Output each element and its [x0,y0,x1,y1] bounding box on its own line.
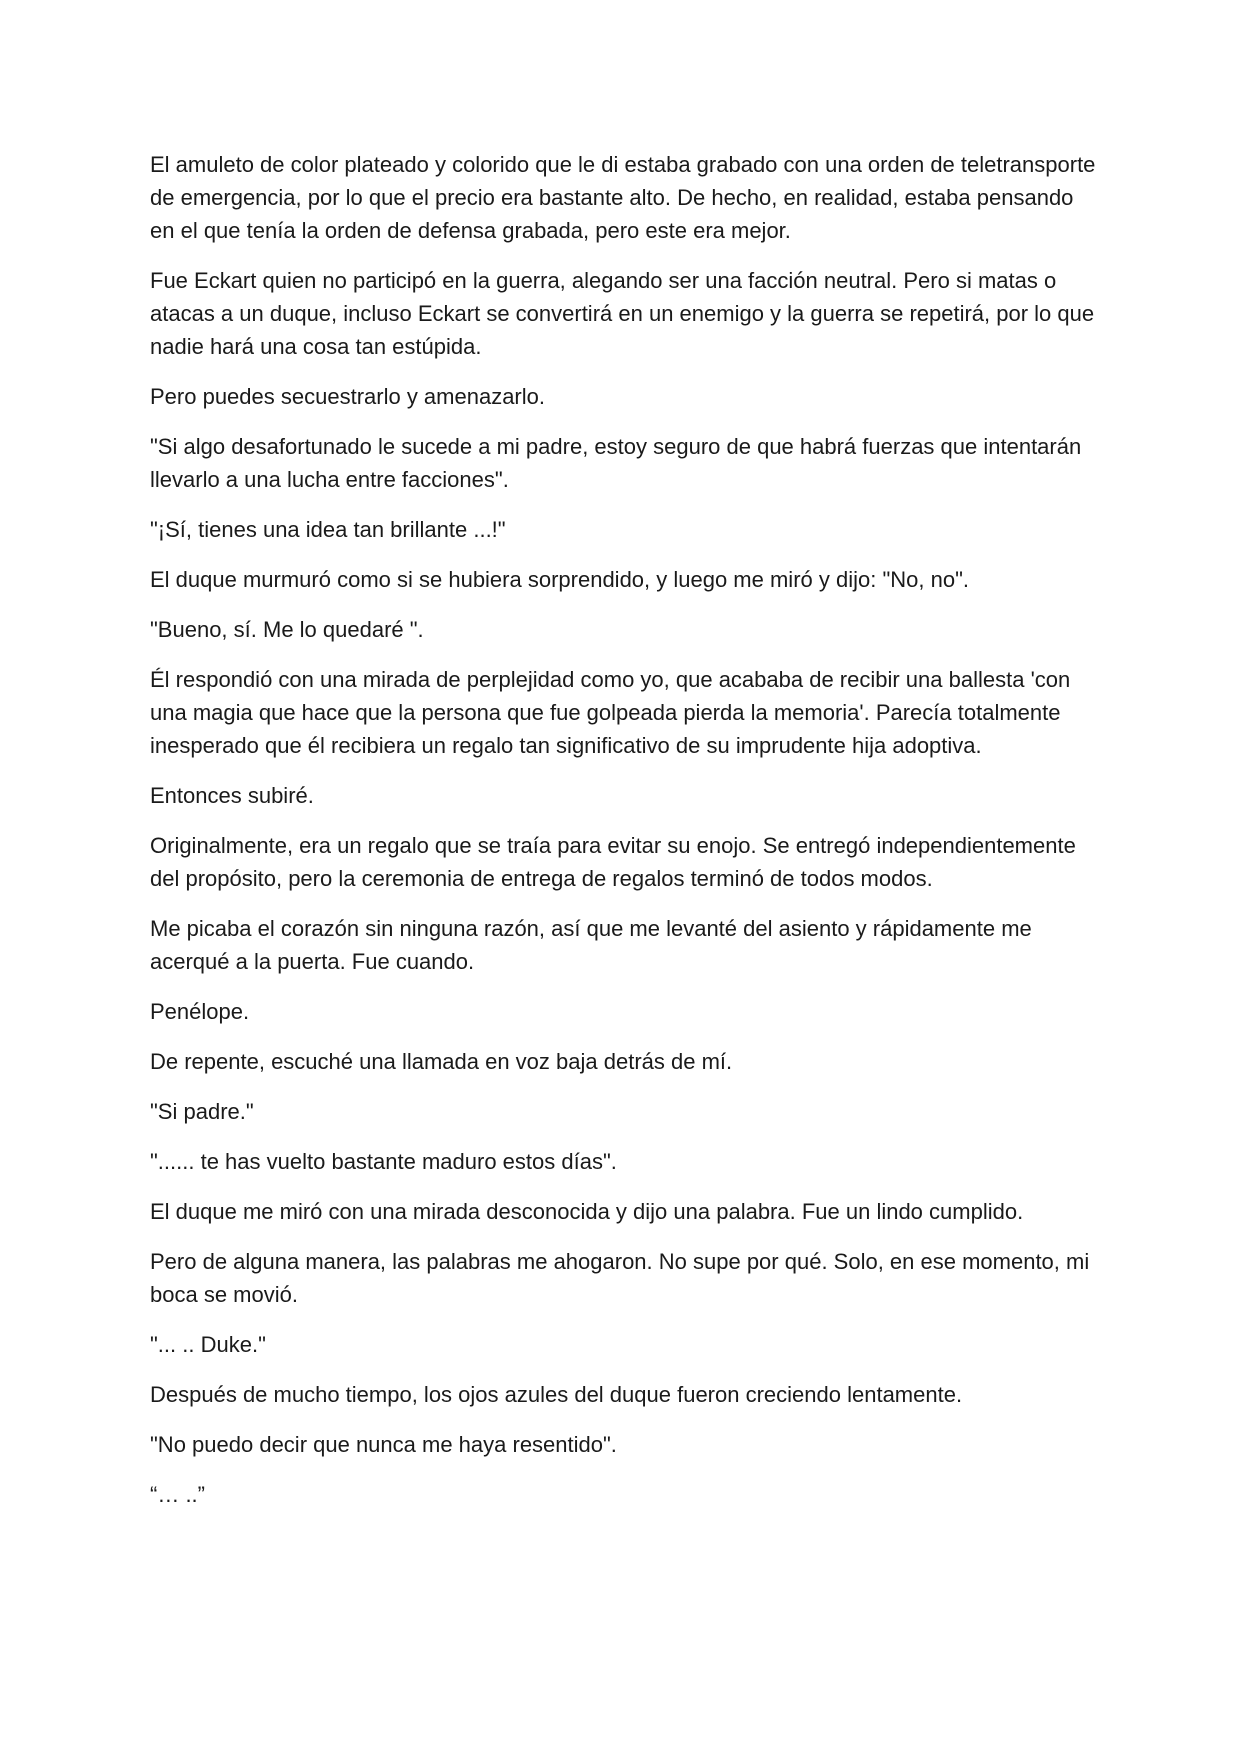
paragraph: Pero puedes secuestrarlo y amenazarlo. [150,384,545,409]
paragraph: "Bueno, sí. Me lo quedaré ". [150,617,424,642]
paragraph: “… ..” [150,1482,205,1507]
paragraph: Él respondió con una mirada de perplejidad como yo, que acababa de recibir una ballesta 'con una magia que hace que la persona que fue golpeada pierda la memoria'. Parecía totalmente inesperado que él recibiera un regalo tan significativo de su imprudente hija adoptiva. [150,667,1071,758]
paragraph: "¡Sí, tienes una idea tan brillante ...!" [150,517,506,542]
paragraph: "... .. Duke." [150,1332,266,1357]
paragraph: Fue Eckart quien no participó en la guerra, alegando ser una facción neutral. Pero si matas o atacas a un duque, incluso Eckart se convertirá en un enemigo y la guerra se repetirá, por lo que nadie hará una cosa tan estúpida. [150,268,1095,359]
paragraph: Después de mucho tiempo, los ojos azules del duque fueron creciendo lentamente. [150,1382,963,1407]
paragraph: Penélope. [150,999,250,1024]
paragraph: El duque me miró con una mirada desconocida y dijo una palabra. Fue un lindo cumplido. [150,1199,1024,1224]
paragraph: "Si algo desafortunado le sucede a mi padre, estoy seguro de que habrá fuerzas que intentarán llevarlo a una lucha entre facciones". [150,434,1082,492]
paragraph: "...... te has vuelto bastante maduro estos días". [150,1149,617,1174]
paragraph: De repente, escuché una llamada en voz baja detrás de mí. [150,1049,733,1074]
document-body [150,148,1100,1528]
paragraph: Pero de alguna manera, las palabras me ahogaron. No supe por qué. Solo, en ese momento, mi boca se movió. [150,1249,1090,1307]
paragraph: Entonces subiré. [150,783,314,808]
paragraph: "No puedo decir que nunca me haya resentido". [150,1432,617,1457]
paragraph: El duque murmuró como si se hubiera sorprendido, y luego me miró y dijo: "No, no". [150,567,970,592]
paragraph: Me picaba el corazón sin ninguna razón, así que me levanté del asiento y rápidamente me acerqué a la puerta. Fue cuando. [150,916,1032,974]
paragraph: El amuleto de color plateado y colorido que le di estaba grabado con una orden de teletransporte de emergencia, por lo que el precio era bastante alto. De hecho, en realidad, estaba pensando en el que tenía la orden de defensa grabada, pero este era mejor. [150,152,1096,243]
paragraph: Originalmente, era un regalo que se traía para evitar su enojo. Se entregó independientemente del propósito, pero la ceremonia de entrega de regalos terminó de todos modos. [150,833,1076,891]
paragraph: "Si padre." [150,1099,254,1124]
